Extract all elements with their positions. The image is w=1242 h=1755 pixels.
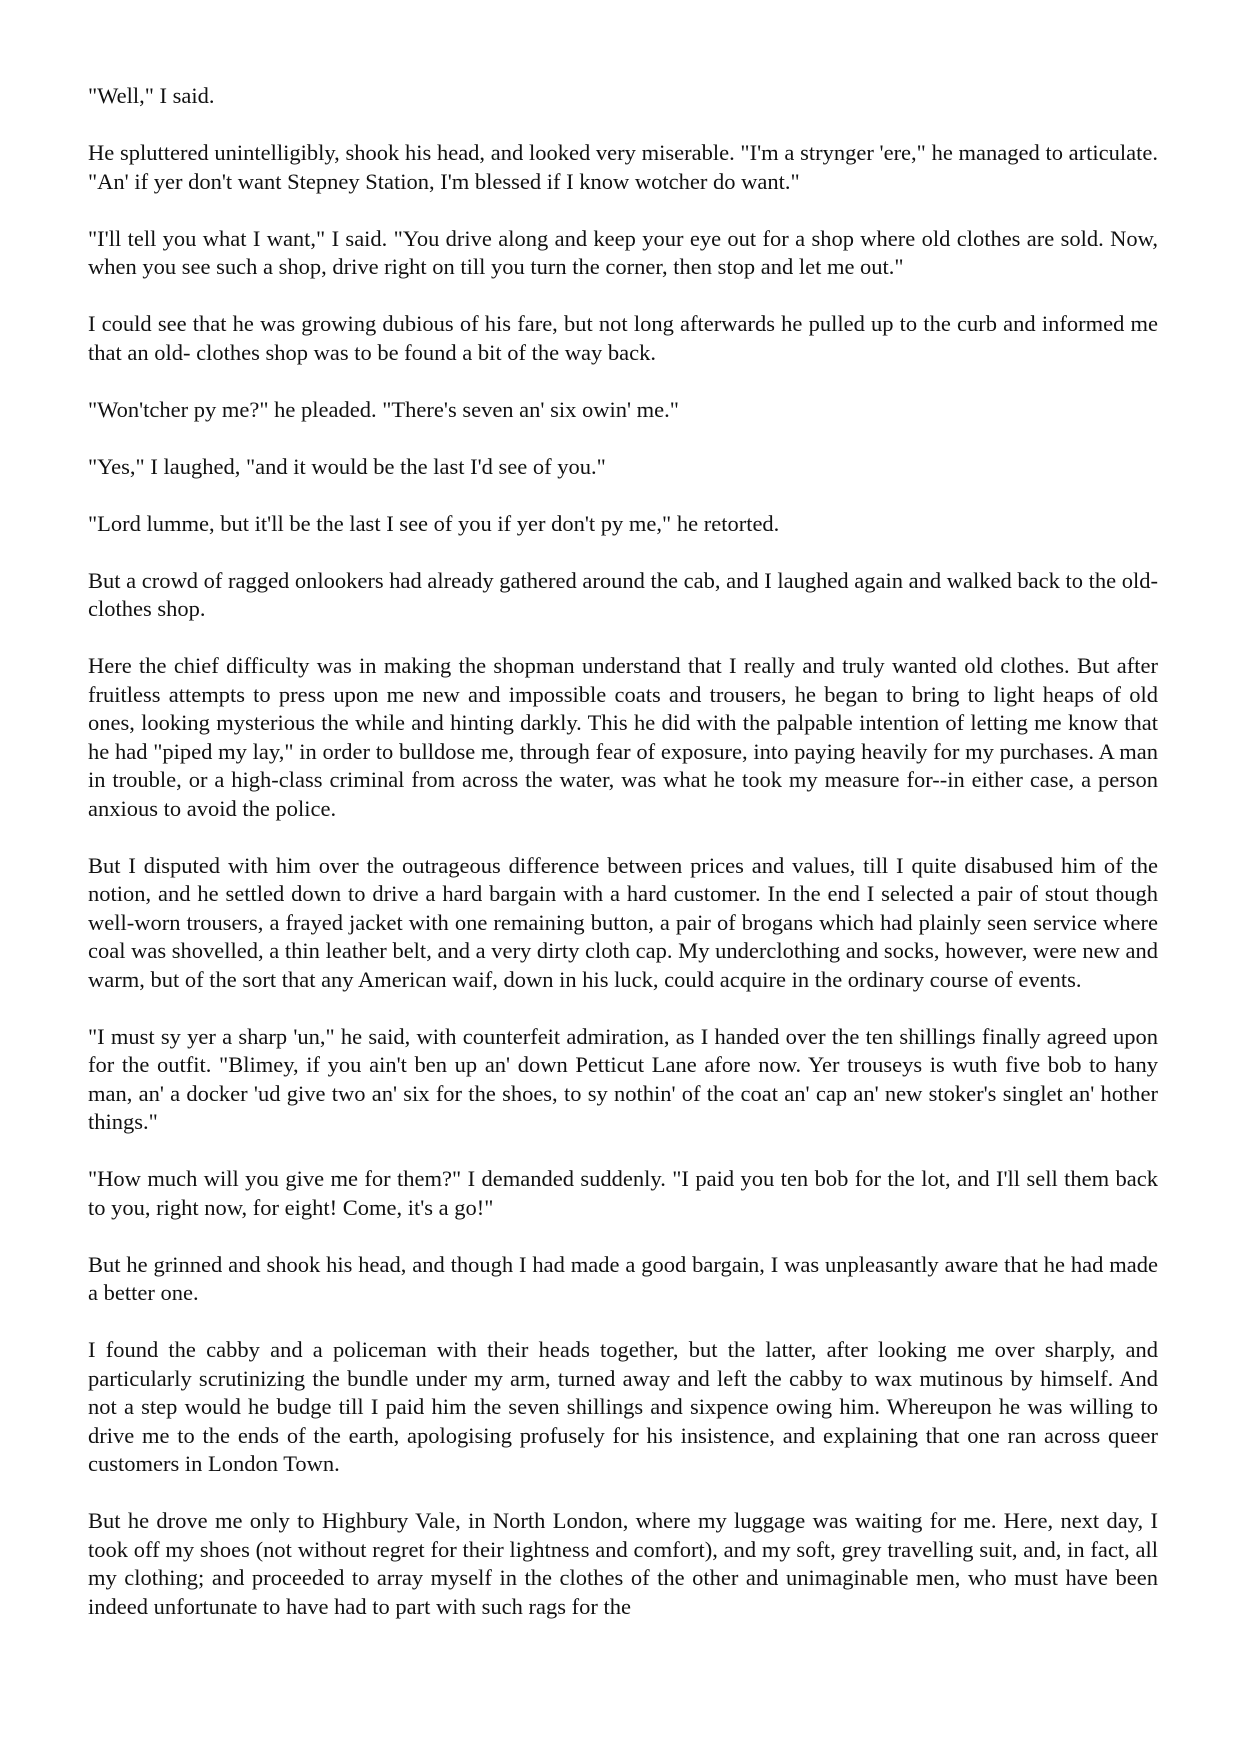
document-page [88,82,1158,1621]
paragraph-8: But a crowd of ragged onlookers had already gathered around the cab, and I laughed again and walked back to the old-clothes shop. [88,567,1158,621]
paragraph-7: "Lord lumme, but it'll be the last I see of you if yer don't py me," he retorted. [88,510,780,536]
paragraph-13: But he grinned and shook his head, and though I had made a good bargain, I was unpleasantly aware that he had made a better one. [88,1251,1158,1305]
paragraph-12: "How much will you give me for them?" I demanded suddenly. "I paid you ten bob for the lot, and I'll sell them back to you, right now, for eight! Come, it's a go!" [88,1166,1158,1220]
paragraph-10: But I disputed with him over the outrageous difference between prices and values, till I quite disabused him of the notion, and he settled down to drive a hard bargain with a hard customer. In the end I selected a pair of stout though well-worn trousers, a frayed jacket with one remaining button, a pair of brogans which had plainly seen service where coal was shovelled, a thin leather belt, and a very dirty cloth cap. My underclothing and socks, however, were new and warm, but of the sort that any American waif, down in his luck, could acquire in the ordinary course of events. [88,852,1158,992]
paragraph-15: But he drove me only to Highbury Vale, in North London, where my luggage was waiting for me. Here, next day, I took off my shoes (not without regret for their lightness and comfort), and my soft, grey travelling suit, and, in fact, all my clothing; and proceeded to array myself in the clothes of the other and unimaginable men, who must have been indeed unfortunate to have had to part with such rags for the [88,1508,1158,1619]
paragraph-4: I could see that he was growing dubious of his fare, but not long afterwards he pulled up to the curb and informed me that an old- clothes shop was to be found a bit of the way back. [88,311,1158,365]
paragraph-2: He spluttered unintelligibly, shook his head, and looked very miserable. "I'm a strynger 'ere," he managed to articulate. "An' if yer don't want Stepney Station, I'm blessed if I know wotcher do want." [88,140,1158,194]
paragraph-14: I found the cabby and a policeman with their heads together, but the latter, after looking me over sharply, and particularly scrutinizing the bundle under my arm, turned away and left the cabby to wax mutinous by himself. And not a step would he budge till I paid him the seven shillings and sixpence owing him. Whereupon he was willing to drive me to the ends of the earth, apologising profusely for his insistence, and explaining that one ran across queer customers in London Town. [88,1337,1158,1476]
paragraph-6: "Yes," I laughed, "and it would be the last I'd see of you." [88,453,606,479]
paragraph-3: "I'll tell you what I want," I said. "You drive along and keep your eye out for a shop where old clothes are sold. Now, when you see such a shop, drive right on till you turn the corner, then stop and let me out." [88,225,1158,279]
paragraph-9: Here the chief difficulty was in making the shopman understand that I really and truly wanted old clothes. But after fruitless attempts to press upon me new and impossible coats and trousers, he began to bring to light heaps of old ones, looking mysterious the while and hinting darkly. This he did with the palpable intention of letting me know that he had "piped my lay," in order to bulldose me, through fear of exposure, into paying heavily for my purchases. A man in trouble, or a high-class criminal from across the water, was what he took my measure for--in either case, a person anxious to avoid the police. [88,653,1158,821]
paragraph-1: "Well," I said. [88,83,215,108]
paragraph-5: "Won'tcher py me?" he pleaded. "There's seven an' six owin' me." [88,396,679,422]
paragraph-11: "I must sy yer a sharp 'un," he said, with counterfeit admiration, as I handed over the ten shillings finally agreed upon for the outfit. "Blimey, if you ain't ben up an' down Petticut Lane afore now. Yer trouseys is wuth five bob to hany man, an' a docker 'ud give two an' six for the shoes, to sy nothin' of the coat an' cap an' new stoker's singlet an' hother things." [88,1023,1158,1134]
